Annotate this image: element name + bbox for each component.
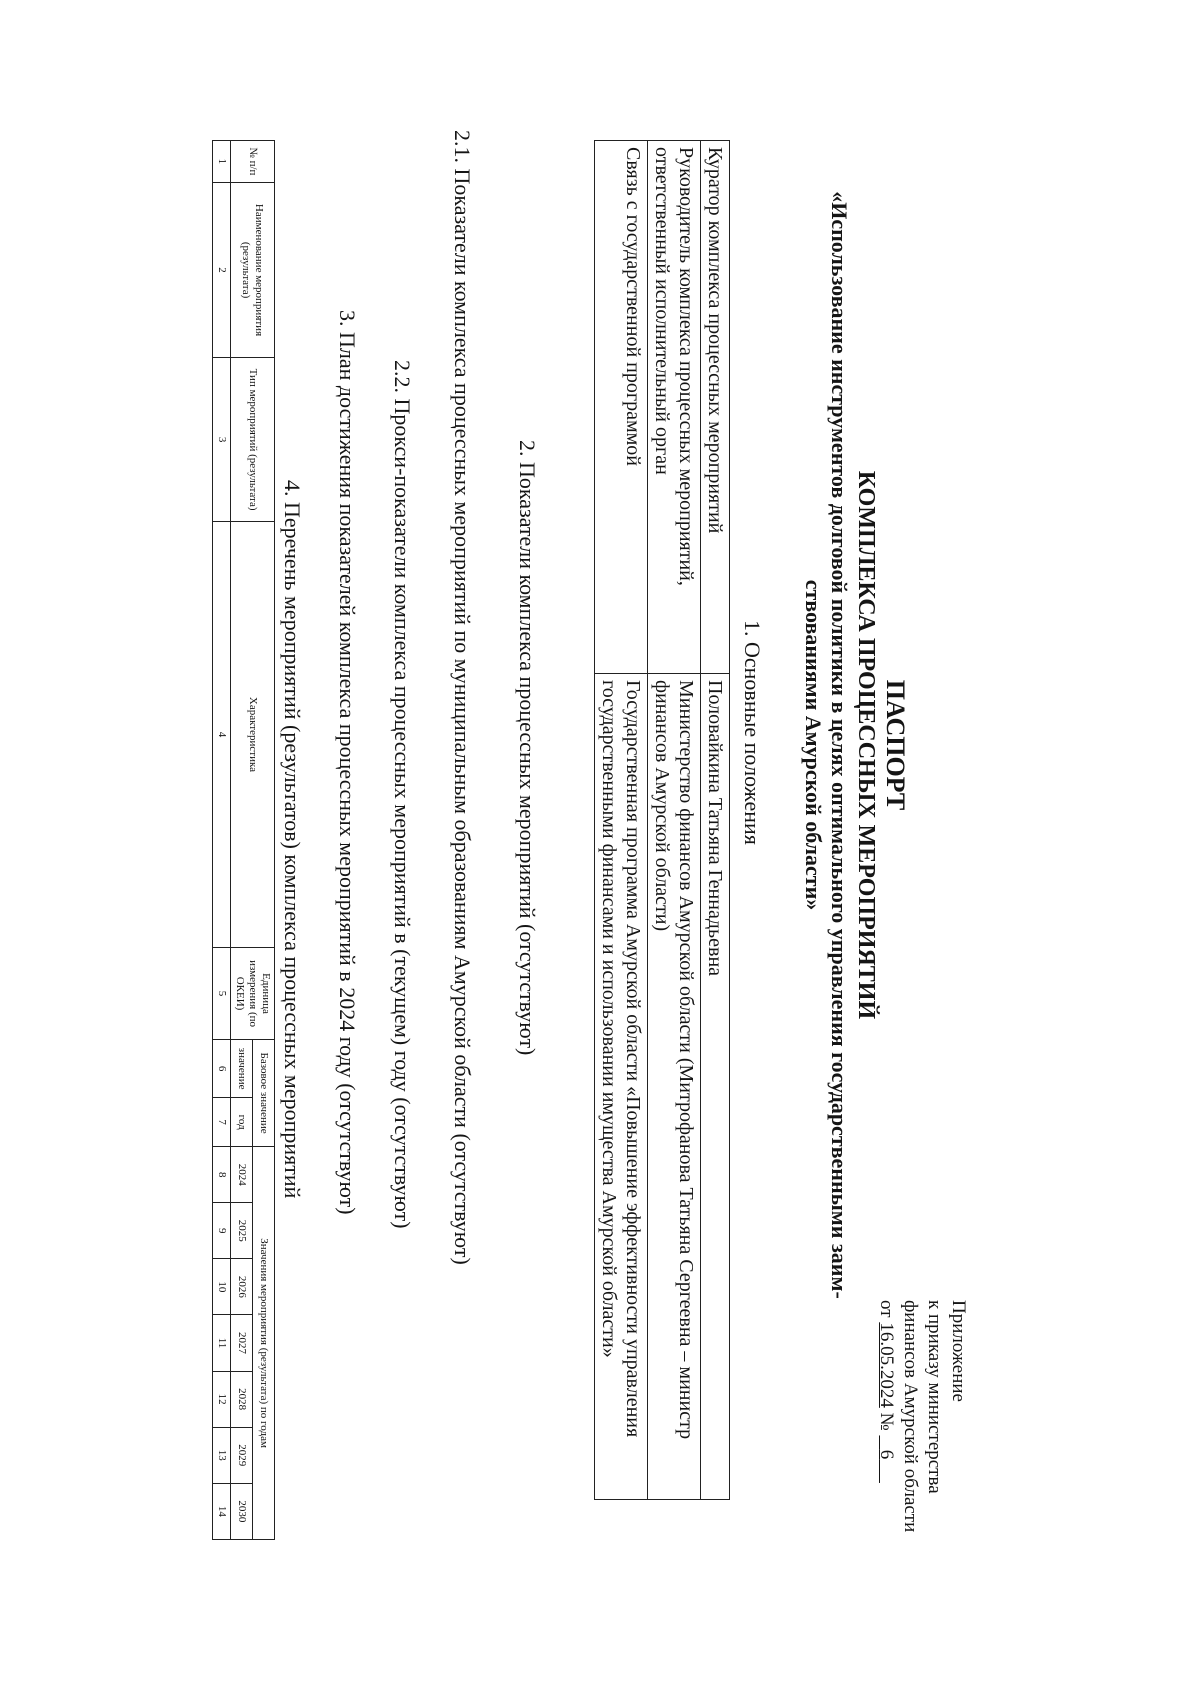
col-number: 3: [213, 358, 231, 522]
col-number: 9: [213, 1203, 231, 1259]
table-row: [595, 141, 648, 1500]
appendix-from-label: от: [876, 1300, 897, 1318]
row-value: Министерство финансов Амурской области (Митрофанова Татьяна Сергеевна – министр финансов Амурской области): [648, 674, 701, 1500]
col-number: 2: [213, 182, 231, 358]
title-line-3: «Использование инструментов долговой политики в целях оптимального управления государственными заим-: [827, 191, 852, 1299]
header-year: 2027: [231, 1315, 253, 1371]
header-base-year: год: [231, 1098, 253, 1147]
header-year: 2029: [231, 1427, 253, 1483]
appendix-line-2: к приказу министерства: [924, 1300, 945, 1494]
row-key: Связь с государственной программой: [595, 141, 648, 674]
col-number: 6: [213, 1040, 231, 1098]
appendix-date: 16.05.2024: [876, 1322, 897, 1408]
table-header-row: [253, 141, 275, 1540]
col-number: 4: [213, 521, 231, 947]
row-key: Куратор комплекса процессных мероприятий: [701, 141, 730, 674]
title-line-4: ствованиями Амурской области»: [801, 579, 826, 911]
header-year: 2028: [231, 1371, 253, 1427]
col-number: 13: [213, 1427, 231, 1483]
header-type: Тип мероприятий (результата): [231, 358, 275, 522]
table-row: [648, 141, 701, 1500]
header-year: 2024: [231, 1147, 253, 1203]
table-row: [701, 141, 730, 1500]
col-number: 10: [213, 1259, 231, 1315]
appendix-number: 6: [876, 1449, 897, 1460]
main-provisions-table: [594, 140, 730, 1500]
header-unit: Единица измерения (по ОКЕИ): [231, 948, 275, 1040]
title-line-2: КОМПЛЕКСА ПРОЦЕССНЫХ МЕРОПРИЯТИЙ: [853, 470, 879, 1020]
row-key: Руководитель комплекса процессных мероприятий, ответственный исполнительный орган: [648, 141, 701, 674]
header-name: Наименование мероприятия (результата): [231, 182, 275, 358]
col-number: 12: [213, 1371, 231, 1427]
section-4-heading: 4. Перечень мероприятий (результатов) комплекса процессных мероприятий: [280, 480, 305, 1199]
col-number: 11: [213, 1315, 231, 1371]
column-number-row: [213, 141, 231, 1540]
appendix-line-4: [874, 1300, 898, 1630]
section-2-1-heading: 2.1. Показатели комплекса процессных мероприятий по муниципальным образованиям Амурской области (отсутствуют): [450, 130, 475, 1265]
events-table: [212, 140, 275, 1540]
document-title: [800, 170, 910, 1320]
appendix-line-3: финансов Амурской области: [900, 1300, 921, 1533]
row-value: Половайкина Татьяна Геннадьевна: [701, 674, 730, 1500]
section-2-heading: 2. Показатели комплекса процессных мероприятий (отсутствуют): [515, 440, 540, 1056]
col-number: 8: [213, 1147, 231, 1203]
header-year: 2025: [231, 1203, 253, 1259]
col-number: 1: [213, 141, 231, 183]
section-1-heading: 1. Основные положения: [740, 620, 765, 845]
section-2-2-heading: 2.2. Прокси-показатели комплекса процессных мероприятий в (текущем) году (отсутствуют): [390, 360, 415, 1229]
header-base: Базовое значение: [253, 1040, 275, 1147]
header-base-value: значение: [231, 1040, 253, 1098]
header-year: 2030: [231, 1483, 253, 1539]
appendix-number-label: №: [876, 1412, 897, 1431]
col-number: 14: [213, 1483, 231, 1539]
section-3-heading: 3. План достижения показателей комплекса процессных мероприятий в 2024 году (отсутствуют): [335, 310, 360, 1215]
row-value: Государственная программа Амурской области «Повышение эффективности управления государственными финансами и использовании имущества Амурской области»: [595, 674, 648, 1500]
col-number: 5: [213, 948, 231, 1040]
header-num: № п/п: [231, 141, 275, 183]
col-number: 7: [213, 1098, 231, 1147]
title-line-1: ПАСПОРТ: [881, 679, 910, 811]
appendix-line-1: Приложение: [948, 1300, 969, 1402]
header-year: 2026: [231, 1259, 253, 1315]
header-description: Характеристика: [231, 521, 275, 947]
appendix-note: [874, 1300, 970, 1630]
header-values: Значения мероприятия (результата) по годам: [253, 1147, 275, 1540]
